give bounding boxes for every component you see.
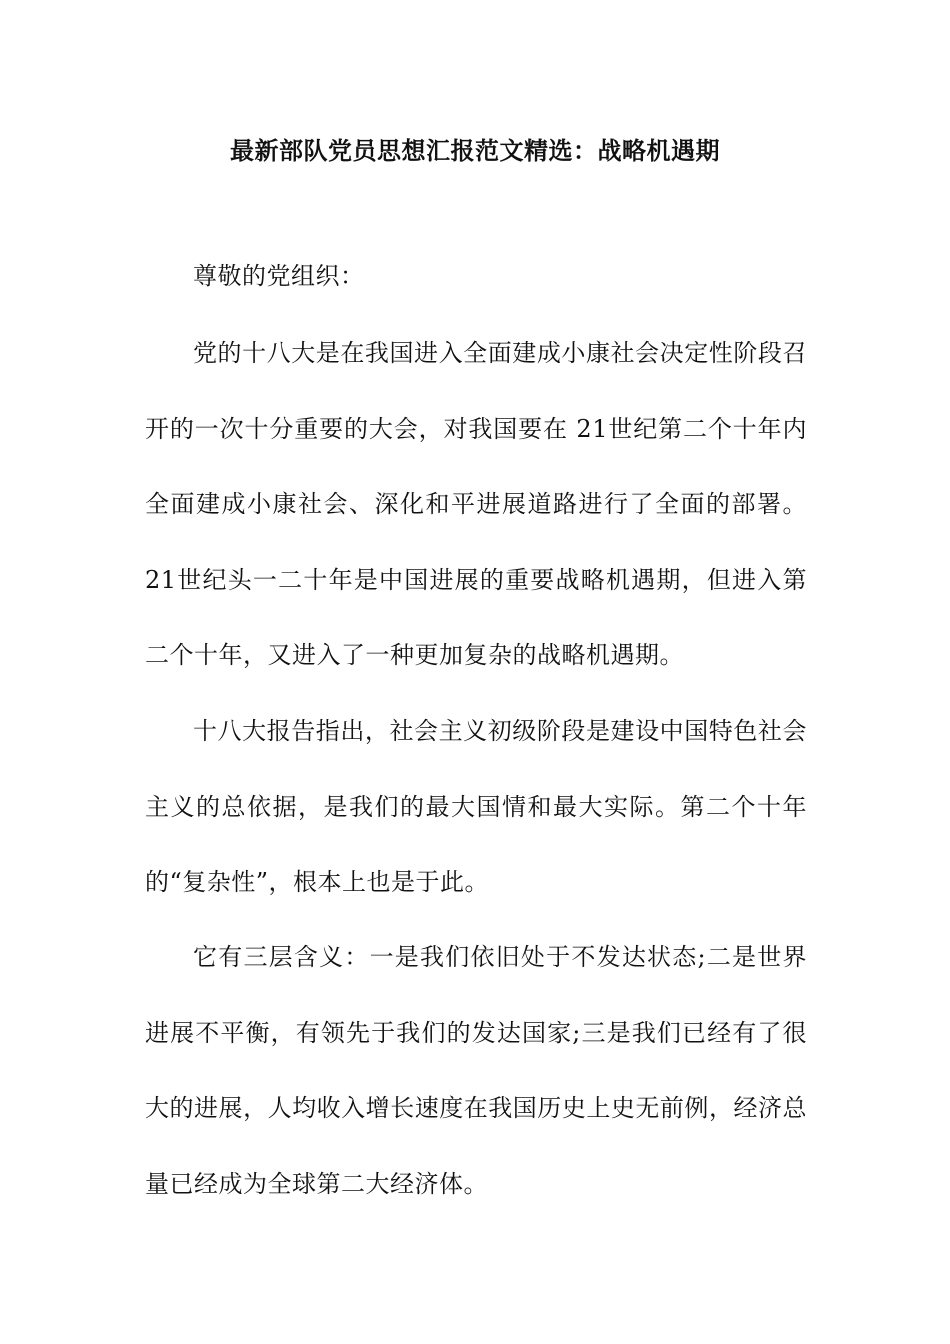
paragraph-block-3 [145,920,807,1222]
salutation-block [145,239,807,315]
salutation: 尊敬的党组织： [193,262,365,290]
paragraph-1: 党的十八大是在我国进入全面建成小康社会决定性阶段召开的一次十分重要的大会，对我国要在 21世纪第二个十年内全面建成小康社会、深化和平进展道路进行了全面的部署。21世纪头一二十年是中国进展的重要战略机遇期，但进入第二个十年，又进入了一种更加复杂的战略机遇期。 [145,339,807,669]
paragraph-block-1 [145,316,807,694]
paragraph-3: 它有三层含义：一是我们依旧处于不发达状态;二是世界进展不平衡，有领先于我们的发达国家;三是我们已经有了很大的进展，人均收入增长速度在我国历史上史无前例，经济总量已经成为全球第二大经济体。 [145,943,807,1198]
paragraph-block-2 [145,694,807,921]
paragraph-2: 十八大报告指出，社会主义初级阶段是建设中国特色社会主义的总依据，是我们的最大国情和最大实际。第二个十年的“复杂性”，根本上也是于此。 [145,717,807,896]
document-title: 最新部队党员思想汇报范文精选：战略机遇期 [230,136,720,165]
